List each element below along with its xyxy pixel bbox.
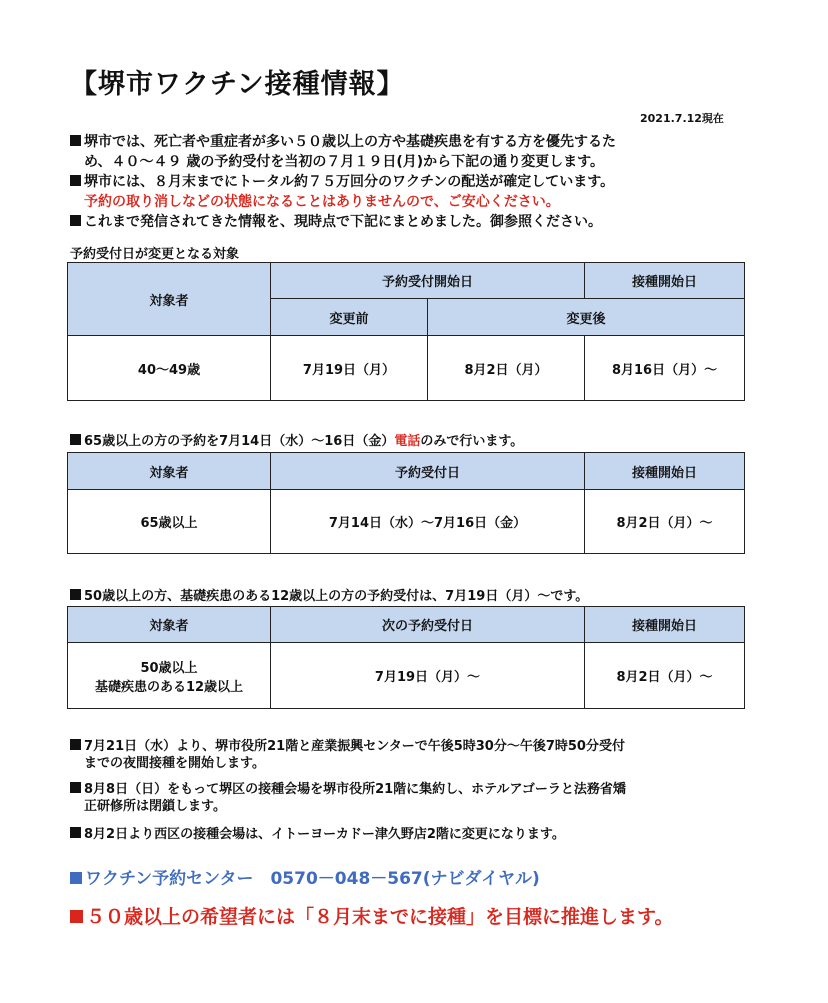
header-reserve-start: 予約受付開始日 — [271, 263, 585, 299]
section1-table — [67, 262, 745, 401]
bullet-square-icon — [70, 135, 81, 146]
bullet-square-icon — [70, 910, 83, 923]
intro-paragraph-2: 堺市には、８月末までにトータル約７５万回分のワクチンの配送が確定しています。 予約の取り消しなどの状態になることはありませんので、ご安心ください。 — [70, 172, 614, 212]
cell-vacc: 8月16日（月）～ — [585, 336, 745, 401]
page-title: 【堺市ワクチン接種情報】 — [70, 69, 405, 100]
cell-target: 40～49歳 — [68, 336, 271, 401]
cell-before: 7月19日（月） — [271, 336, 428, 401]
reassurance-text: 予約の取り消しなどの状態になることはありませんので、ご安心ください。 — [84, 194, 560, 210]
section2-table — [67, 452, 745, 554]
header-target: 対象者 — [68, 607, 271, 643]
header-vacc-start: 接種開始日 — [585, 263, 745, 299]
cell-reserve: 7月19日（月）～ — [271, 643, 585, 709]
header-vacc: 接種開始日 — [585, 453, 745, 490]
cell-target: 50歳以上 基礎疾患のある12歳以上 — [68, 643, 271, 709]
bullet-square-icon — [70, 215, 81, 226]
note-2: 8月8日（日）をもって堺区の接種会場を堺市役所21階に集約し、ホテルアゴーラと法務省矯 正研修所は閉鎖します。 — [70, 781, 626, 815]
cell-vacc: 8月2日（月）～ — [585, 490, 745, 554]
header-reserve: 次の予約受付日 — [271, 607, 585, 643]
bullet-square-icon — [70, 589, 81, 600]
header-target: 対象者 — [68, 263, 271, 336]
intro-paragraph-1: 堺市では、死亡者や重症者が多い５０歳以上の方や基礎疾患を有する方を優先するた め、４０～４９ 歳の予約受付を当初の７月１９日(月)から下記の通り変更します。 — [70, 132, 616, 172]
header-reserve: 予約受付日 — [271, 453, 585, 490]
bullet-square-icon — [70, 434, 81, 445]
cell-target: 65歳以上 — [68, 490, 271, 554]
section2-label: 65歳以上の方の予約を7月14日（水）～16日（金）電話のみで行います。 — [70, 430, 523, 449]
cell-reserve: 7月14日（水）～7月16日（金） — [271, 490, 585, 554]
note-3: 8月2日より西区の接種会場は、イトーヨーカドー津久野店2階に変更になります。 — [70, 826, 565, 843]
date-stamp: 2021.7.12現在 — [640, 112, 724, 125]
goal-line: ５０歳以上の希望者には「８月末までに接種」を目標に推進します。 — [70, 902, 673, 929]
header-before: 変更前 — [271, 299, 428, 336]
note-1: 7月21日（水）より、堺市役所21階と産業振興センターで午後5時30分～午後7時50分受付 までの夜間接種を開始します。 — [70, 738, 625, 772]
intro-paragraph-3: これまで発信されてきた情報を、現時点で下記にまとめました。御参照ください。 — [70, 212, 602, 232]
bullet-square-icon — [70, 827, 81, 838]
section3-table — [67, 606, 745, 709]
bullet-square-icon — [70, 739, 81, 750]
bullet-square-icon — [70, 872, 82, 884]
cell-vacc: 8月2日（月）～ — [585, 643, 745, 709]
section1-label: 予約受付日が変更となる対象 — [70, 247, 240, 262]
header-vacc: 接種開始日 — [585, 607, 745, 643]
header-after: 変更後 — [428, 299, 745, 336]
bullet-square-icon — [70, 175, 81, 186]
contact-line: ワクチン予約センター 0570－048－567(ナビダイヤル) — [70, 864, 540, 889]
header-target: 対象者 — [68, 453, 271, 490]
section3-label: 50歳以上の方、基礎疾患のある12歳以上の方の予約受付は、7月19日（月）～です。 — [70, 585, 588, 604]
bullet-square-icon — [70, 782, 81, 793]
cell-after: 8月2日（月） — [428, 336, 585, 401]
